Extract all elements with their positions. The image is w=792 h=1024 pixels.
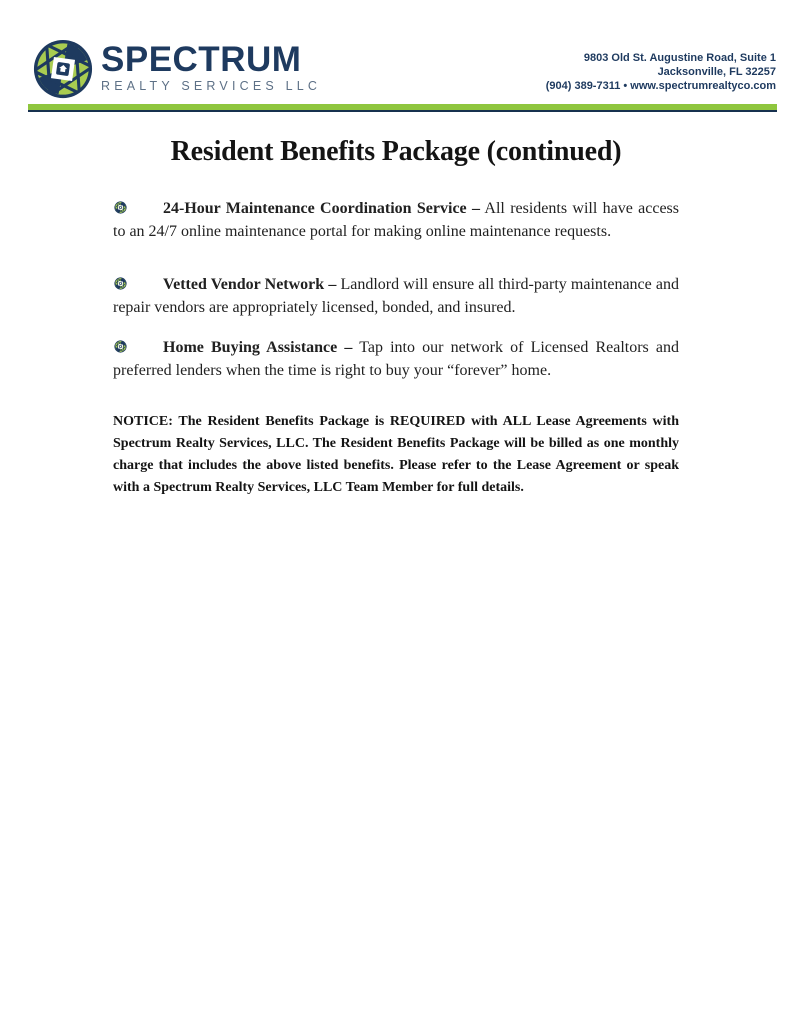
company-logo: [32, 38, 321, 100]
page-title: Resident Benefits Package (continued): [170, 136, 622, 167]
benefit-body: All residents will have access to an 24/7 online maintenance portal for making online maintenance requests.: [113, 200, 679, 240]
contact-phone-website: (904) 389-7311 • www.spectrumrealtyco.com: [545, 80, 776, 92]
header-divider-rule: [28, 104, 777, 112]
logo-text: [101, 38, 321, 93]
contact-address-line1: 9803 Old St. Augustine Road, Suite 1: [583, 52, 776, 64]
brand-subtitle: REALTY SERVICES LLC: [101, 79, 322, 93]
benefit-title: Home Buying Assistance –: [163, 339, 353, 356]
spectrum-aperture-logo-icon: [32, 38, 94, 100]
benefit-item-vendor-network: [113, 273, 679, 319]
brand-name: SPECTRUM: [101, 40, 302, 79]
contact-address-line2: Jacksonville, FL 32257: [657, 66, 776, 78]
document-body: [113, 197, 679, 499]
benefit-item-maintenance: [113, 197, 679, 243]
benefit-title: Vetted Vendor Network –: [163, 276, 337, 293]
benefit-title: 24-Hour Maintenance Coordination Service –: [163, 200, 480, 217]
letterhead: [0, 0, 792, 102]
bullet-logo-icon: [114, 340, 127, 353]
bullet-logo-icon: [114, 277, 127, 290]
notice-paragraph: NOTICE: The Resident Benefits Package is REQUIRED with ALL Lease Agreements with Spectrum Realty Services, LLC. The Resident Benefits Package will be billed as one monthly charge that includes the above listed benefits. Please refer to the Lease Agreement or speak with a Spectrum Realty Services, LLC Team Member for full details.: [113, 414, 679, 495]
bullet-logo-icon: [114, 201, 127, 214]
benefit-body: Tap into our network of Licensed Realtors and preferred lenders when the time is right to buy your “forever” home.: [113, 339, 679, 379]
benefit-item-home-buying: [113, 336, 679, 382]
benefit-body: Landlord will ensure all third-party maintenance and repair vendors are appropriately licensed, bonded, and insured.: [113, 276, 680, 316]
contact-info: [546, 51, 776, 93]
